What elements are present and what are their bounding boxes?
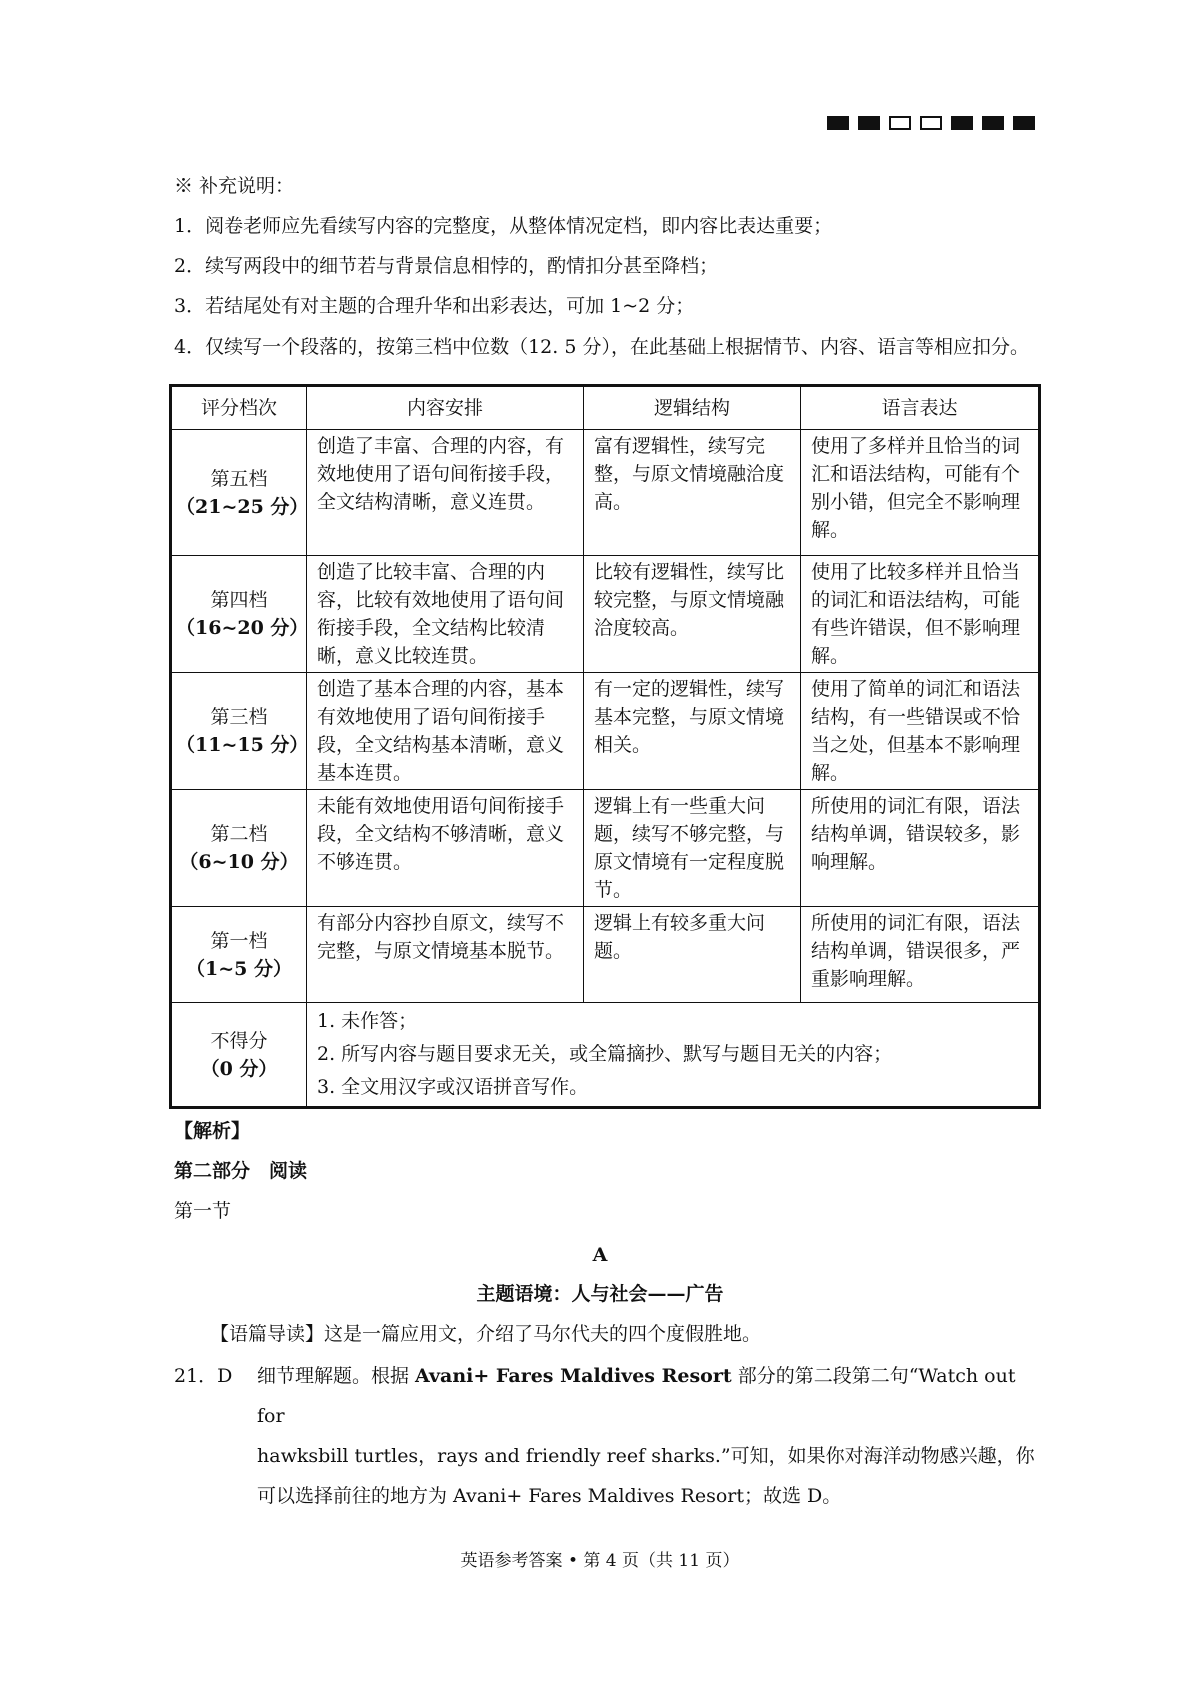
note-item: 1．阅卷老师应先看续写内容的完整度，从整体情况定档，即内容比表达重要； <box>174 215 833 237</box>
question-explanation <box>257 1356 1037 1516</box>
list-item: 3. 全文用汉字或汉语拼音写作。 <box>317 1076 589 1098</box>
logic-cell: 逻辑上有一些重大问题，续写不够完整，与原文情境有一定程度脱节。 <box>584 790 801 907</box>
header-mark-empty <box>889 116 911 130</box>
header-mark-filled <box>982 116 1004 130</box>
content-cell: 未能有效地使用语句间衔接手段，全文结构不够清晰，意义不够连贯。 <box>307 790 584 907</box>
content-cell: 创造了丰富、合理的内容，有效地使用了语句间衔接手段，全文结构清晰，意义连贯。 <box>307 430 584 556</box>
level-cell <box>171 430 307 556</box>
list-item: 2. 所写内容与题目要求无关，或全篇摘抄、默写与题目无关的内容； <box>317 1043 893 1065</box>
table-row <box>171 556 1040 673</box>
note-item: 2．续写两段中的细节若与背景信息相悖的，酌情扣分甚至降档； <box>174 255 719 277</box>
logic-cell: 逻辑上有较多重大问题。 <box>584 907 801 1003</box>
level-score: （0 分） <box>200 1057 278 1080</box>
table-row <box>171 673 1040 790</box>
column-header: 语言表达 <box>801 386 1040 430</box>
analysis-heading: 【解析】 <box>174 1120 251 1142</box>
section-heading: 第一节 <box>174 1200 232 1222</box>
header-marks <box>827 116 1035 131</box>
language-cell: 所使用的词汇有限，语法结构单调，错误较多，影响理解。 <box>801 790 1040 907</box>
language-cell: 所使用的词汇有限，语法结构单调，错误很多，严重影响理解。 <box>801 907 1040 1003</box>
level-name: 第四档 <box>210 589 268 611</box>
level-name: 第一档 <box>210 929 268 952</box>
column-header: 内容安排 <box>307 386 584 430</box>
level-name: 不得分 <box>210 1029 268 1052</box>
language-cell: 使用了比较多样并且恰当的词汇和语法结构，可能有些许错误，但不影响理解。 <box>801 556 1040 673</box>
column-header: 逻辑结构 <box>584 386 801 430</box>
note-item: 3．若结尾处有对主题的合理升华和出彩表达，可加 1~2 分； <box>174 295 695 317</box>
header-mark-empty <box>920 116 942 130</box>
resort-name: Avani+ Fares Maldives Resort <box>415 1365 732 1387</box>
level-cell <box>171 790 307 907</box>
language-cell: 使用了多样并且恰当的词汇和语法结构，可能有个别小错，但完全不影响理解。 <box>801 430 1040 556</box>
part-heading: 第二部分 阅读 <box>174 1160 308 1182</box>
table-row <box>171 430 1040 556</box>
logic-cell: 比较有逻辑性，续写比较完整，与原文情境融洽度较高。 <box>584 556 801 673</box>
level-cell <box>171 673 307 790</box>
explanation-text: 细节理解题。根据 <box>257 1365 416 1387</box>
level-name: 第五档 <box>210 467 268 490</box>
header-mark-filled <box>1013 116 1035 130</box>
logic-cell: 有一定的逻辑性，续写基本完整，与原文情境相关。 <box>584 673 801 790</box>
notes-title: ※ 补充说明： <box>174 175 295 197</box>
level-name: 第二档 <box>210 823 268 845</box>
page-footer: 英语参考答案 • 第 4 页（共 11 页） <box>460 1551 740 1571</box>
content-cell: 创造了基本合理的内容，基本有效地使用了语句间衔接手段，全文结构基本清晰，意义基本连贯。 <box>307 673 584 790</box>
logic-cell: 富有逻辑性，续写完整，与原文情境融洽度高。 <box>584 430 801 556</box>
level-name: 第三档 <box>210 706 268 728</box>
table-row <box>171 907 1040 1003</box>
content-cell: 创造了比较丰富、合理的内容，比较有效地使用了语句间衔接手段，全文结构比较清晰，意义比较连贯。 <box>307 556 584 673</box>
column-header: 评分档次 <box>171 386 307 430</box>
zero-score-conditions <box>307 1003 1040 1108</box>
scoring-rubric-table <box>169 384 1041 1109</box>
note-item: 4．仅续写一个段落的，按第三档中位数（12. 5 分），在此基础上根据情节、内容、语言等相应扣分。 <box>174 336 1029 358</box>
language-cell: 使用了简单的词汇和语法结构，有一些错误或不恰当之处，但基本不影响理解。 <box>801 673 1040 790</box>
passage-intro: 【语篇导读】这是一篇应用文，介绍了马尔代夫的四个度假胜地。 <box>210 1323 762 1345</box>
explanation-text: hawksbill turtles，rays and friendly reef sharks.”可知，如果你对海洋动物感兴趣，你 <box>257 1445 1035 1467</box>
table-row-zero-score <box>171 1003 1040 1108</box>
question-number: 21．D <box>174 1365 233 1387</box>
level-score: （21~25 分） <box>176 495 309 518</box>
header-mark-filled <box>827 116 849 130</box>
list-item: 1. 未作答； <box>317 1010 418 1032</box>
table-header-row <box>171 386 1040 430</box>
table-row <box>171 790 1040 907</box>
header-mark-filled <box>951 116 973 130</box>
level-score: （16~20 分） <box>176 617 309 639</box>
level-cell <box>171 1003 307 1108</box>
explanation-text: 部分的第二段第二句“Watch out for <box>257 1365 1016 1427</box>
level-score: （1~5 分） <box>186 957 292 980</box>
explanation-text: 可以选择前往的地方为 Avani+ Fares Maldives Resort；故选 D。 <box>257 1485 842 1507</box>
theme-title: 主题语境：人与社会——广告 <box>476 1283 724 1305</box>
level-cell <box>171 907 307 1003</box>
level-score: （11~15 分） <box>176 734 309 756</box>
header-mark-filled <box>858 116 880 130</box>
content-cell: 有部分内容抄自原文，续写不完整，与原文情境基本脱节。 <box>307 907 584 1003</box>
level-cell <box>171 556 307 673</box>
level-score: （6~10 分） <box>179 851 299 873</box>
passage-letter: A <box>592 1244 608 1266</box>
zero-score-list <box>317 1005 1030 1104</box>
